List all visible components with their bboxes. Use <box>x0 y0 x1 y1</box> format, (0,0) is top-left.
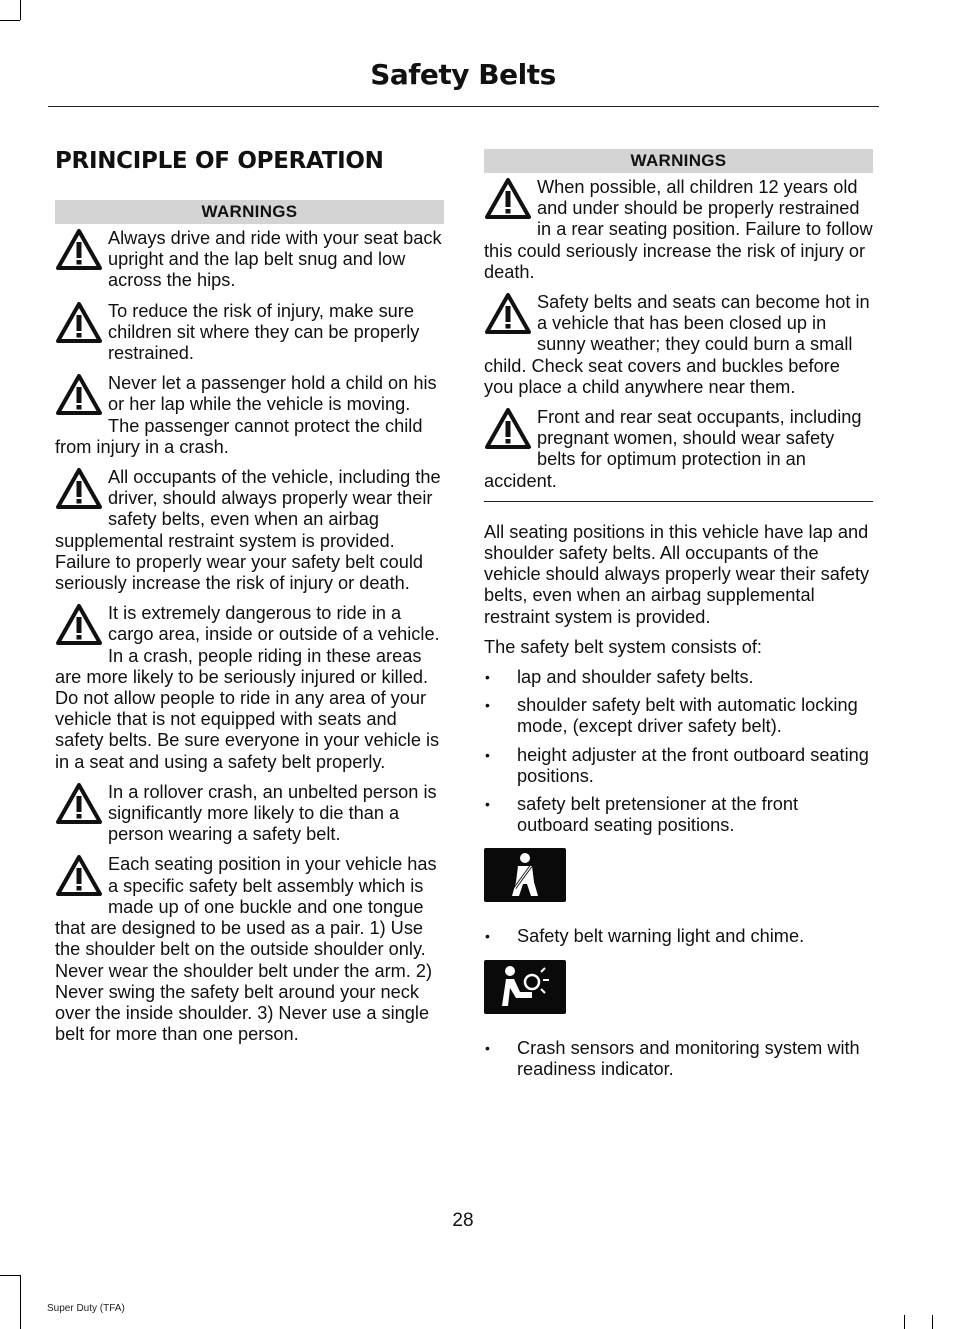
list-item: • Crash sensors and monitoring system with readiness indicator. <box>484 1038 873 1080</box>
airbag-readiness-lamp-icon <box>484 960 566 1014</box>
intro-paragraph: All seating positions in this vehicle have lap and shoulder safety belts. All occupants of the vehicle should always properly wear their safety belts, even when an airbag supplemental restraint system is provided. <box>484 521 870 627</box>
warning-text: Front and rear seat occupants, including pregnant women, should wear safety belts for optimum protection in an accident. <box>484 407 862 491</box>
warning-item <box>484 292 873 398</box>
list-item: • lap and shoulder safety belts. <box>484 667 873 688</box>
crop-mark-top-left-v <box>20 0 21 20</box>
list-item: • height adjuster at the front outboard seating positions. <box>484 745 873 787</box>
page-number: 28 <box>452 1210 474 1231</box>
warning-triangle-icon <box>484 407 534 455</box>
warnings-header: WARNINGS <box>484 149 873 173</box>
warning-item <box>55 467 444 594</box>
warning-text: When possible, all children 12 years old and under should be properly restrained in a rear seating position. Failure to follow this could seriously increase the risk of injury or death. <box>484 177 873 282</box>
warning-text: It is extremely dangerous to ride in a cargo area, inside or outside of a vehicle. In a crash, people riding in these areas are more likely to be seriously injured or killed. Do not allow people to ride in any area of your vehicle that is not equipped with seats and safety belts. Be sure everyone in your vehicle is in a seat and using a safety belt properly. <box>55 603 440 772</box>
warning-triangle-icon <box>55 228 105 276</box>
footer-model-label: Super Duty (TFA) <box>47 1303 125 1314</box>
warning-text: To reduce the risk of injury, make sure children sit where they can be properly restrained. <box>108 300 420 364</box>
crop-mark-top-left-h <box>0 20 20 21</box>
warning-triangle-icon <box>484 292 534 340</box>
seatbelt-warning-lamp-icon <box>484 848 566 902</box>
warning-item <box>55 782 444 846</box>
warning-triangle-icon <box>55 301 105 349</box>
section-heading: PRINCIPLE OF OPERATION <box>55 148 384 174</box>
warning-item <box>484 177 873 283</box>
warning-item <box>55 228 444 292</box>
warning-triangle-icon <box>55 467 105 515</box>
crash-sensor-list <box>484 1038 873 1080</box>
crop-mark-bottom-left-h <box>0 1275 20 1276</box>
list-item: • safety belt pretensioner at the front outboard seating positions. <box>484 794 873 836</box>
warning-text: Each seating position in your vehicle has a specific safety belt assembly which is made up of one buckle and one tongue that are designed to be used as a pair. 1) Use the shoulder belt on the outside shoulder only. Never wear the shoulder belt under the arm. 2) Never swing the safety belt around your neck over the inside shoulder. 3) Never use a single belt for more than one person. <box>55 854 437 1045</box>
title-rule <box>48 106 879 107</box>
warning-triangle-icon <box>484 177 534 225</box>
warnings-header: WARNINGS <box>55 200 444 224</box>
page-title: Safety Belts <box>370 58 556 91</box>
crop-mark-bottom-tick-2 <box>932 1315 933 1329</box>
warning-triangle-icon <box>55 373 105 421</box>
warning-text: Safety belts and seats can become hot in a vehicle that has been closed up in sunny weather; they could burn a small child. Check seat covers and buckles before you place a child anywhere near them. <box>484 292 870 397</box>
warning-text: In a rollover crash, an unbelted person is significantly more likely to die than a person wearing a safety belt. <box>108 781 437 845</box>
crop-mark-bottom-tick-1 <box>904 1315 905 1329</box>
left-column <box>55 146 444 1054</box>
warning-item <box>484 407 873 492</box>
warning-item <box>55 373 444 458</box>
warning-triangle-icon <box>55 854 105 902</box>
warning-item <box>55 603 444 773</box>
warning-light-list <box>484 926 873 947</box>
warning-text: Never let a passenger hold a child on his or her lap while the vehicle is moving. The passenger cannot protect the child from injury in a crash. <box>55 373 437 457</box>
warning-text: All occupants of the vehicle, including the driver, should always properly wear their safety belts, even when an airbag supplemental restraint system is provided. Failure to properly wear your safety belt could seriously increase the risk of injury or death. <box>55 467 441 594</box>
system-intro: The safety belt system consists of: <box>484 636 762 657</box>
system-list <box>484 667 873 836</box>
list-item: • Safety belt warning light and chime. <box>484 926 873 947</box>
warning-text: Always drive and ride with your seat back upright and the lap belt snug and low across the hips. <box>108 228 442 291</box>
warning-item <box>55 301 444 365</box>
warning-triangle-icon <box>55 603 105 651</box>
warning-triangle-icon <box>55 782 105 830</box>
right-column <box>484 149 873 1087</box>
warnings-end-rule <box>484 501 873 502</box>
warning-item <box>55 854 444 1045</box>
crop-mark-bottom-left-v <box>20 1275 21 1329</box>
list-item: • shoulder safety belt with automatic locking mode, (except driver safety belt). <box>484 695 873 737</box>
